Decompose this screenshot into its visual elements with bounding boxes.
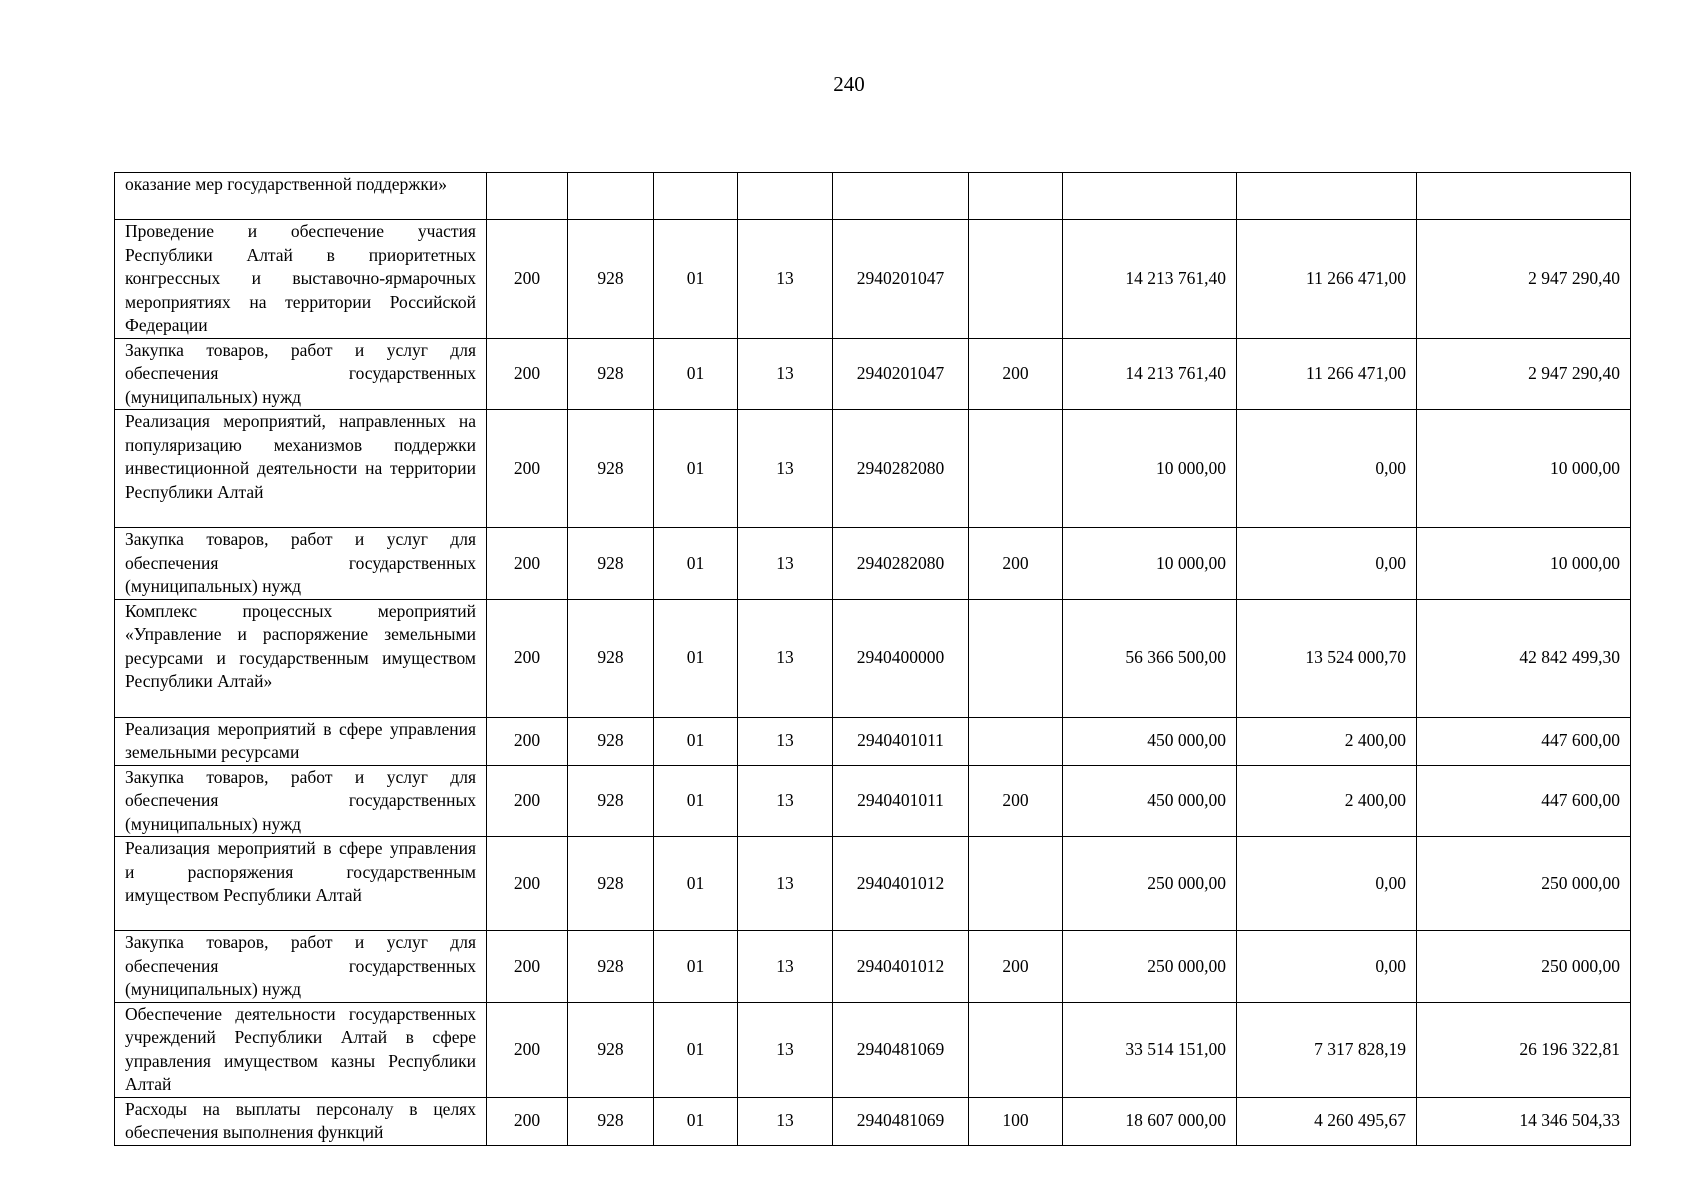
amount-executed-cell: 11 266 471,00 [1237, 338, 1417, 410]
ministry-code-cell: 928 [568, 717, 654, 765]
table-row [115, 220, 1631, 339]
ministry-code-cell: 928 [568, 528, 654, 600]
amount-remaining-cell: 42 842 499,30 [1417, 599, 1631, 717]
table-row [115, 765, 1631, 837]
table-row [115, 173, 1631, 220]
ministry-code-cell: 928 [568, 765, 654, 837]
table-row [115, 1002, 1631, 1097]
expense-type-cell [969, 173, 1063, 220]
amount-remaining-cell: 10 000,00 [1417, 528, 1631, 600]
description-cell [115, 410, 487, 528]
amount-remaining-cell: 2 947 290,40 [1417, 338, 1631, 410]
amount-executed-cell: 0,00 [1237, 528, 1417, 600]
amount-planned-cell: 14 213 761,40 [1063, 338, 1237, 410]
table-row [115, 528, 1631, 600]
subsection-cell: 13 [738, 528, 833, 600]
code-cell: 200 [487, 931, 568, 1003]
target-article-cell: 2940481069 [833, 1002, 969, 1097]
section-cell: 01 [654, 1097, 738, 1145]
description-cell [115, 837, 487, 931]
description-text: Реализация мероприятий, направленных на популяризацию механизмов поддержки инвестиционной деятельности на территории Республики Алтай [125, 411, 476, 502]
amount-executed-cell: 13 524 000,70 [1237, 599, 1417, 717]
table-row [115, 837, 1631, 931]
target-article-cell: 2940400000 [833, 599, 969, 717]
code-cell: 200 [487, 765, 568, 837]
subsection-cell: 13 [738, 765, 833, 837]
description-cell [115, 1097, 487, 1145]
table-row [115, 338, 1631, 410]
amount-executed-cell: 2 400,00 [1237, 765, 1417, 837]
description-cell [115, 1002, 487, 1097]
expense-type-cell: 200 [969, 528, 1063, 600]
ministry-code-cell: 928 [568, 1097, 654, 1145]
description-text: Закупка товаров, работ и услуг для обеспечения государственных (муниципальных) нужд [125, 766, 476, 834]
subsection-cell: 13 [738, 599, 833, 717]
description-text: Расходы на выплаты персоналу в целях обеспечения выполнения функций [125, 1098, 476, 1142]
expense-type-cell [969, 837, 1063, 931]
table-row [115, 599, 1631, 717]
description-text: Реализация мероприятий в сфере управления и распоряжения государственным имуществом Республики Алтай [125, 838, 476, 905]
ministry-code-cell: 928 [568, 837, 654, 931]
description-text: Закупка товаров, работ и услуг для обеспечения государственных (муниципальных) нужд [125, 932, 476, 999]
ministry-code-cell: 928 [568, 599, 654, 717]
description-text: Комплекс процессных мероприятий «Управление и распоряжение земельными ресурсами и государственным имуществом Республики Алтай» [125, 600, 476, 691]
description-text: Реализация мероприятий в сфере управления земельными ресурсами [125, 718, 476, 762]
amount-planned-cell: 250 000,00 [1063, 931, 1237, 1003]
amount-planned-cell: 450 000,00 [1063, 765, 1237, 837]
description-text: Проведение и обеспечение участия Республики Алтай в приоритетных конгрессных и выставочно-ярмарочных мероприятиях на территории Российской Федерации [125, 221, 476, 335]
target-article-cell [833, 173, 969, 220]
subsection-cell: 13 [738, 837, 833, 931]
code-cell: 200 [487, 1097, 568, 1145]
subsection-cell: 13 [738, 717, 833, 765]
code-cell: 200 [487, 1002, 568, 1097]
expense-type-cell: 200 [969, 765, 1063, 837]
target-article-cell: 2940201047 [833, 220, 969, 339]
code-cell: 200 [487, 338, 568, 410]
amount-executed-cell: 4 260 495,67 [1237, 1097, 1417, 1145]
subsection-cell: 13 [738, 1097, 833, 1145]
target-article-cell: 2940282080 [833, 410, 969, 528]
target-article-cell: 2940401011 [833, 717, 969, 765]
amount-planned-cell: 33 514 151,00 [1063, 1002, 1237, 1097]
section-cell: 01 [654, 528, 738, 600]
subsection-cell: 13 [738, 220, 833, 339]
section-cell [654, 173, 738, 220]
expense-type-cell: 200 [969, 931, 1063, 1003]
description-text: оказание мер государственной поддержки» [125, 174, 448, 194]
amount-executed-cell: 0,00 [1237, 410, 1417, 528]
subsection-cell [738, 173, 833, 220]
code-cell: 200 [487, 599, 568, 717]
table-row [115, 1097, 1631, 1145]
section-cell: 01 [654, 837, 738, 931]
expense-type-cell [969, 599, 1063, 717]
subsection-cell: 13 [738, 1002, 833, 1097]
description-cell [115, 173, 487, 220]
ministry-code-cell: 928 [568, 220, 654, 339]
amount-planned-cell: 10 000,00 [1063, 410, 1237, 528]
subsection-cell: 13 [738, 931, 833, 1003]
amount-remaining-cell: 447 600,00 [1417, 765, 1631, 837]
target-article-cell: 2940401011 [833, 765, 969, 837]
description-cell [115, 931, 487, 1003]
amount-executed-cell: 7 317 828,19 [1237, 1002, 1417, 1097]
amount-executed-cell: 11 266 471,00 [1237, 220, 1417, 339]
amount-remaining-cell: 14 346 504,33 [1417, 1097, 1631, 1145]
target-article-cell: 2940401012 [833, 931, 969, 1003]
section-cell: 01 [654, 717, 738, 765]
amount-planned-cell: 18 607 000,00 [1063, 1097, 1237, 1145]
section-cell: 01 [654, 410, 738, 528]
section-cell: 01 [654, 220, 738, 339]
subsection-cell: 13 [738, 338, 833, 410]
table-row [115, 717, 1631, 765]
ministry-code-cell [568, 173, 654, 220]
ministry-code-cell: 928 [568, 1002, 654, 1097]
budget-table [114, 172, 1631, 1146]
section-cell: 01 [654, 765, 738, 837]
section-cell: 01 [654, 599, 738, 717]
amount-remaining-cell: 10 000,00 [1417, 410, 1631, 528]
section-cell: 01 [654, 338, 738, 410]
amount-executed-cell: 0,00 [1237, 837, 1417, 931]
amount-remaining-cell: 250 000,00 [1417, 837, 1631, 931]
target-article-cell: 2940481069 [833, 1097, 969, 1145]
amount-planned-cell: 10 000,00 [1063, 528, 1237, 600]
amount-remaining-cell: 447 600,00 [1417, 717, 1631, 765]
amount-remaining-cell [1417, 173, 1631, 220]
amount-remaining-cell: 26 196 322,81 [1417, 1002, 1631, 1097]
subsection-cell: 13 [738, 410, 833, 528]
ministry-code-cell: 928 [568, 410, 654, 528]
code-cell: 200 [487, 528, 568, 600]
code-cell: 200 [487, 220, 568, 339]
amount-planned-cell: 14 213 761,40 [1063, 220, 1237, 339]
table-row [115, 410, 1631, 528]
expense-type-cell [969, 410, 1063, 528]
ministry-code-cell: 928 [568, 931, 654, 1003]
description-cell [115, 599, 487, 717]
amount-planned-cell: 450 000,00 [1063, 717, 1237, 765]
amount-planned-cell: 56 366 500,00 [1063, 599, 1237, 717]
description-cell [115, 528, 487, 600]
expense-type-cell [969, 1002, 1063, 1097]
amount-executed-cell: 0,00 [1237, 931, 1417, 1003]
description-cell [115, 717, 487, 765]
amount-planned-cell: 250 000,00 [1063, 837, 1237, 931]
code-cell: 200 [487, 410, 568, 528]
code-cell [487, 173, 568, 220]
target-article-cell: 2940401012 [833, 837, 969, 931]
description-text: Закупка товаров, работ и услуг для обеспечения государственных (муниципальных) нужд [125, 339, 476, 407]
expense-type-cell: 100 [969, 1097, 1063, 1145]
description-cell [115, 765, 487, 837]
description-cell [115, 220, 487, 339]
ministry-code-cell: 928 [568, 338, 654, 410]
code-cell: 200 [487, 837, 568, 931]
target-article-cell: 2940201047 [833, 338, 969, 410]
amount-executed-cell: 2 400,00 [1237, 717, 1417, 765]
amount-planned-cell [1063, 173, 1237, 220]
expense-type-cell [969, 717, 1063, 765]
description-text: Закупка товаров, работ и услуг для обеспечения государственных (муниципальных) нужд [125, 529, 476, 596]
amount-remaining-cell: 250 000,00 [1417, 931, 1631, 1003]
amount-remaining-cell: 2 947 290,40 [1417, 220, 1631, 339]
description-cell [115, 338, 487, 410]
table-row [115, 931, 1631, 1003]
page-number: 240 [833, 72, 865, 96]
code-cell: 200 [487, 717, 568, 765]
target-article-cell: 2940282080 [833, 528, 969, 600]
amount-executed-cell [1237, 173, 1417, 220]
table-body [115, 173, 1631, 1146]
section-cell: 01 [654, 931, 738, 1003]
description-text: Обеспечение деятельности государственных учреждений Республики Алтай в сфере управления имуществом казны Республики Алтай [125, 1003, 476, 1094]
expense-type-cell [969, 220, 1063, 339]
expense-type-cell: 200 [969, 338, 1063, 410]
section-cell: 01 [654, 1002, 738, 1097]
